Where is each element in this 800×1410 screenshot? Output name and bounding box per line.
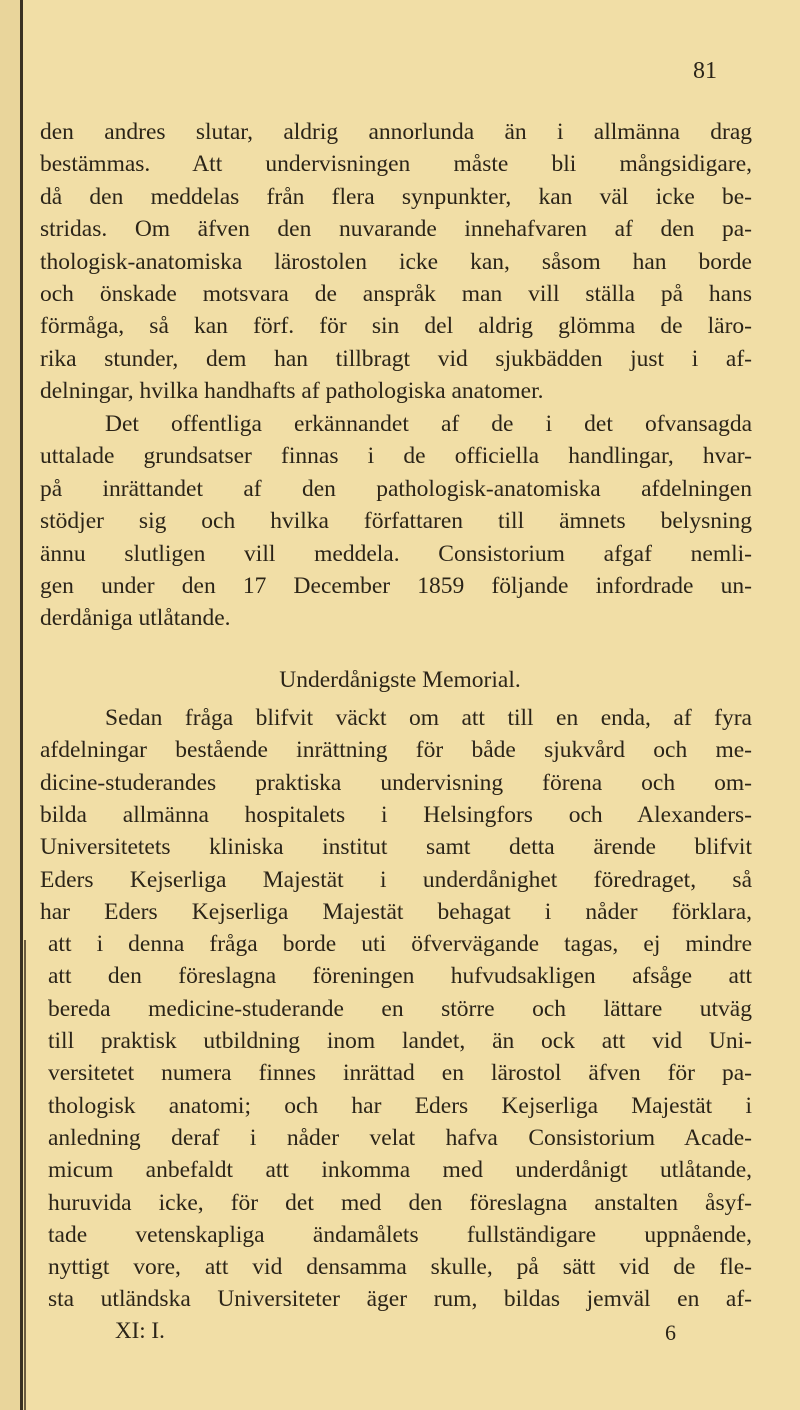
text-line: att den föreslagna föreningen hufvudsakligen afsåge att — [48, 963, 752, 990]
page-number: 81 — [693, 58, 717, 84]
text-line: dicine-studerandes praktiska undervisning förena och om- — [40, 769, 752, 796]
text-line: har Eders Kejserliga Majestät behagat i nåder förklara, — [40, 898, 752, 925]
text-line: bestämmas. Att undervisningen måste bli mångsidigare, — [40, 151, 752, 178]
text-line: thologisk-anatomiska lärostolen icke kan, såsom han borde — [40, 248, 752, 275]
text-line: stödjer sig och hvilka författaren till ämnets belysning — [40, 508, 752, 535]
text-line: versitetet numera finnes inrättad en lärostol äfven för pa- — [48, 1060, 752, 1087]
section-heading: Underdånigste Memorial. — [279, 667, 521, 693]
text-line: att i denna fråga borde uti öfvervägande tagas, ej mindre — [48, 931, 752, 958]
text-line: bereda medicine-studerande en större och lättare utväg — [48, 995, 752, 1022]
text-line: Universitetets kliniska institut samt detta ärende blifvit — [40, 834, 752, 861]
text-line: derdåniga utlåtande. — [40, 605, 231, 632]
text-line: thologisk anatomi; och har Eders Kejserliga Majestät i — [48, 1092, 752, 1119]
text-line: anledning deraf i nåder velat hafva Consistorium Acade- — [48, 1124, 752, 1151]
text-line: huruvida icke, för det med den föreslagna anstalten åsyf- — [48, 1189, 752, 1216]
text-line: då den meddelas från flera synpunkter, kan väl icke be- — [40, 183, 752, 210]
text-line: afdelningar bestående inrättning för både sjukvård och me- — [40, 737, 752, 764]
text-line: stridas. Om äfven den nuvarande innehafvaren af den pa- — [40, 216, 752, 243]
text-line: på inrättandet af den pathologisk-anatomiska afdelningen — [40, 475, 752, 502]
text-line: sta utländska Universiteter äger rum, bildas jemväl en af- — [48, 1286, 752, 1313]
text-line: bilda allmänna hospitalets i Helsingfors och Alexanders- — [40, 801, 752, 828]
sheet-number: 6 — [665, 1320, 676, 1345]
text-line: den andres slutar, aldrig annorlunda än i allmänna drag — [40, 119, 752, 145]
text-line: delningar, hvilka handhafts af pathologiska anatomer. — [40, 378, 544, 405]
text-line: till praktisk utbildning inom landet, än ock att vid Uni- — [48, 1028, 752, 1054]
text-line: rika stunder, dem han tillbragt vid sjukbädden just i af- — [40, 345, 752, 372]
gutter-previous-page — [0, 0, 20, 1410]
text-line: Det offentliga erkännandet af de i det ofvansagda — [105, 411, 752, 437]
text-line: micum anbefaldt att inkomma med underdånigt utlåtande, — [48, 1157, 752, 1184]
book-spine-shadow — [24, 940, 26, 1410]
text-line: gen under den 17 December 1859 följande infordrade un- — [40, 573, 752, 599]
text-line: nyttigt vore, att vid densamma skulle, på sätt vid de fle- — [48, 1254, 752, 1281]
signature-mark: XI: I. — [115, 1318, 165, 1343]
text-line: förmåga, så kan förf. för sin del aldrig glömma de läro- — [40, 313, 752, 340]
text-line: Sedan fråga blifvit väckt om att till en enda, af fyra — [105, 705, 752, 731]
book-spine-line — [20, 0, 23, 1410]
text-line: ännu slutligen vill meddela. Consistorium afgaf nemli- — [40, 540, 752, 567]
text-line: Eders Kejserliga Majestät i underdånighet föredraget, så — [40, 866, 752, 893]
text-line: och önskade motsvara de anspråk man vill ställa på hans — [40, 281, 752, 307]
text-line: tade vetenskapliga ändamålets fullständigare uppnående, — [48, 1221, 752, 1248]
text-line: uttalade grundsatser finnas i de officiella handlingar, hvar- — [40, 443, 752, 470]
